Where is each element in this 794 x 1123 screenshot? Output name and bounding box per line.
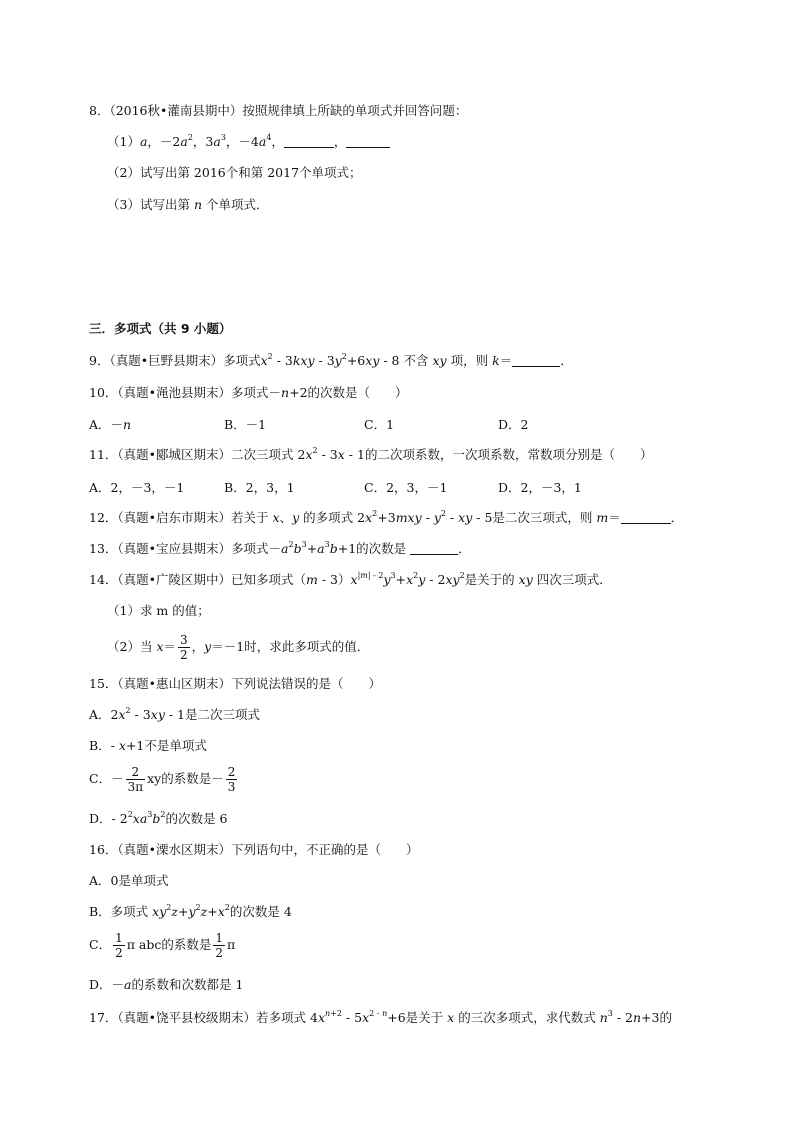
question-11-option-d: D．2，－3，1 [498, 480, 582, 495]
question-14: 14．（真题•广陵区期中）已知多项式$(m - 3)x^{|m| - 2}y^3+x^2y - 2xy^2$是关于的 xy 四次三项式． [89, 571, 612, 587]
question-16-option-b: B．多项式 $xy^2z+y^2z+x^2$的次数是 4 [89, 903, 292, 919]
question-16-option-c: C． $\frac{1}{2}$ π abc的系数是 $\frac{1}{2}$ π [89, 931, 236, 960]
question-16-option-d: D．－a的系数和次数都是 1 [89, 977, 244, 992]
question-12: 12．（真题•启东市期末）若关于 x、y 的多项式 $2x^2+3mxy - y^2$ - xy - 5是二次三项式，则 m＝ ． [89, 509, 684, 525]
question-11-option-a: A．2，－3，－1 [89, 480, 185, 495]
question-8-part-3: （3）试写出第 n 个单项式． [107, 197, 269, 212]
fraction-three-halves: $\frac{3}{2}$ [180, 633, 188, 662]
question-8-part-1: （1）a，$-2a^2$，$3a^3$，$-4a^4$， ， [107, 133, 390, 151]
question-16-option-a: A．0是单项式 [89, 873, 169, 888]
question-14-part-2: （2）当 x＝ $\frac{3}{2}$ ，y＝－1时，求此多项式的值． [107, 633, 370, 662]
question-8-stem: 8．（2016秋•灌南县期中）按照规律填上所缺的单项式并回答问题： [89, 103, 468, 118]
section-heading: 三．多项式（共 9 小题） [89, 321, 232, 336]
question-10-option-a: A．－n [89, 417, 132, 432]
question-15-option-d: D．- $2^2xa^3b^2$的次数是 6 [89, 810, 228, 826]
question-15-option-c: C．－ $\frac{2}{3\pi}$ xy的系数是－ $\frac{2}{3}$ [89, 765, 236, 794]
question-8-part-2: （2）试写出第 2016个和第 2017个单项式； [107, 165, 362, 180]
question-10: 10．（真题•渑池县期末）多项式－n+2的次数是（ ） [89, 385, 408, 400]
question-15-option-a: A．$2x^2 - 3xy - 1$是二次三项式 [89, 706, 261, 722]
question-10-option-c: C．1 [364, 417, 395, 432]
question-15: 15．（真题•惠山区期末）下列说法错误的是（ ） [89, 676, 382, 691]
question-9: 9．（真题•巨野县期末）多项式$x^2 - 3kxy - 3y^2+6xy - 8$ 不含 xy 项，则 k＝ ． [89, 352, 573, 368]
question-10-option-b: B．－1 [224, 417, 267, 432]
question-17: 17．（真题•饶平县校级期末）若多项式 $4x^{n+2} - 5x^{2 - n}+6$是关于 x 的三次多项式，求代数式 $n^3 - 2n+3$的 [89, 1009, 672, 1025]
question-11-option-c: C．2，3，－1 [364, 480, 448, 495]
question-11: 11．（真题•郾城区期末）二次三项式 $2x^2 - 3x - 1$的二次项系数，一次项系数，常数项分别是（ ） [89, 446, 653, 462]
question-16: 16．（真题•溧水区期末）下列语句中，不正确的是（ ） [89, 842, 419, 857]
question-14-part-1: （1）求 m 的值； [107, 603, 210, 618]
question-13: 13．（真题•宝应县期末）多项式$-a^2b^3+a^3b+1$的次数是 ． [89, 540, 471, 556]
question-15-option-b: B．- x+1不是单项式 [89, 738, 207, 753]
question-10-option-d: D．2 [498, 417, 529, 432]
question-11-option-b: B．2，3，1 [224, 480, 295, 495]
